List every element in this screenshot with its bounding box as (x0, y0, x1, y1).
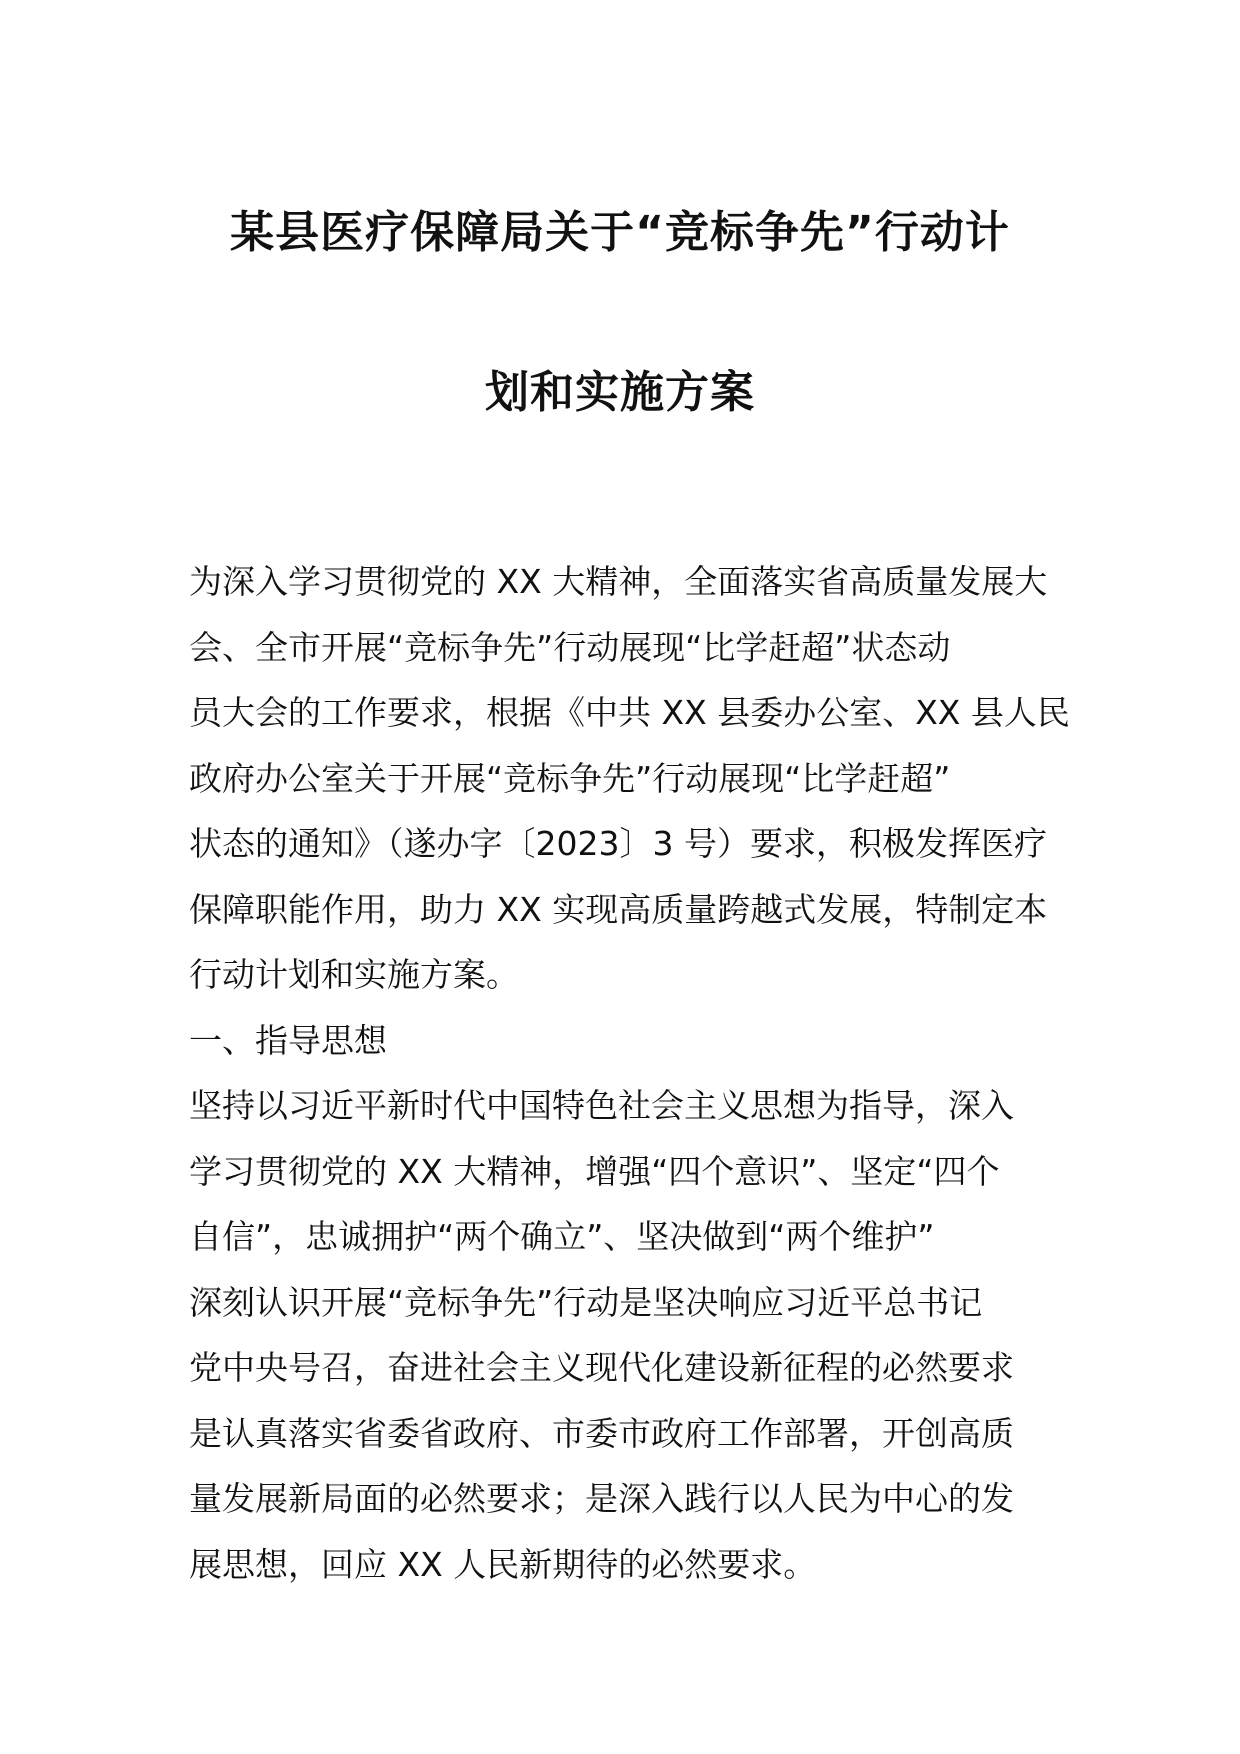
body-line: 状态的通知》（遂办字〔2023〕3 号）要求，积极发挥医疗 (189, 824, 1047, 863)
document-body (189, 549, 1070, 1597)
document-title-line-2: 划和实施方案 (485, 367, 755, 418)
body-line: 自信”，忠诚拥护“两个确立”、坚决做到“两个维护” (189, 1217, 935, 1256)
body-line: 会、全市开展“竞标争先”行动展现“比学赶超”状态动 (189, 627, 951, 667)
body-line: 党中央号召，奋进社会主义现代化建设新征程的必然要求 (189, 1348, 1014, 1387)
body-line: 政府办公室关于开展“竞标争先”行动展现“比学赶超” (189, 758, 951, 798)
section-heading-guiding-ideology: 一、指导思想 (189, 1020, 387, 1060)
body-line: 学习贯彻党的 XX 大精神，增强“四个意识”、坚定“四个 (189, 1151, 1000, 1191)
body-line: 深刻认识开展“竞标争先”行动是坚决响应习近平总书记 (189, 1282, 983, 1322)
body-line: 坚持以习近平新时代中国特色社会主义思想为指导，深入 (189, 1086, 1014, 1125)
body-line: 保障职能作用，助力 XX 实现高质量跨越式发展，特制定本 (189, 889, 1048, 929)
document-title-line-1: 某县医疗保障局关于“竞标争先”行动计 (230, 207, 1010, 258)
body-line: 行动计划和实施方案。 (189, 955, 519, 994)
body-line: 员大会的工作要求，根据《中共 XX 县委办公室、XX 县人民 (189, 693, 1070, 732)
body-line: 为深入学习贯彻党的 XX 大精神，全面落实省高质量发展大 (189, 562, 1048, 601)
body-line: 量发展新局面的必然要求；是深入践行以人民为中心的发 (189, 1479, 1014, 1518)
body-line: 是认真落实省委省政府、市委市政府工作部署，开创高质 (189, 1413, 1014, 1453)
body-line: 展思想，回应 XX 人民新期待的必然要求。 (189, 1544, 817, 1584)
